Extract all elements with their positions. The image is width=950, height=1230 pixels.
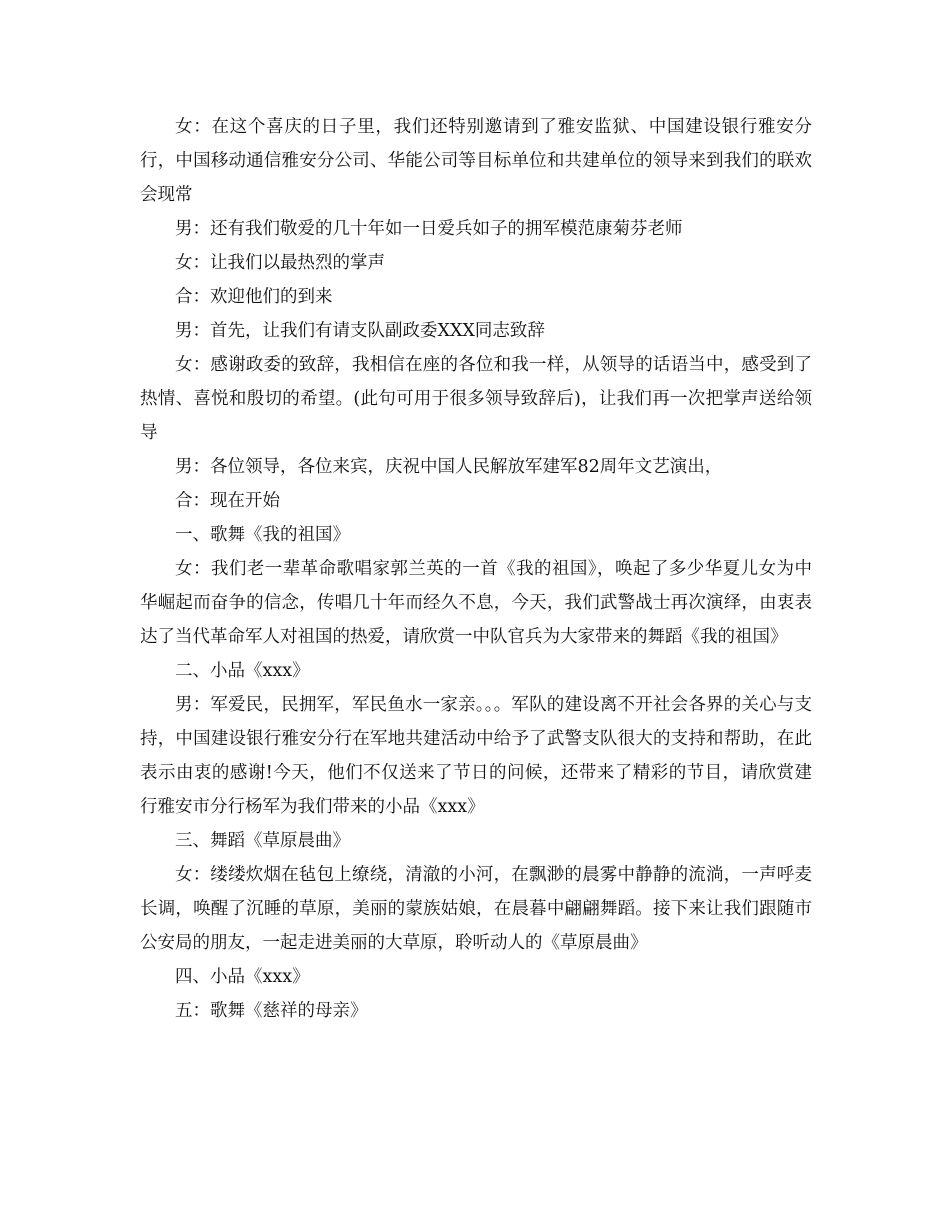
section-heading-1: 一、歌舞《我的祖国》 — [175, 525, 350, 545]
paragraph-5: 男：首先，让我们有请支队副政委XXX同志致辞 — [175, 321, 545, 341]
section-heading-5: 五：歌舞《慈祥的母亲》 — [175, 1001, 368, 1021]
paragraph-4: 合：欢迎他们的到来 — [175, 287, 333, 307]
paragraph-3: 女：让我们以最热烈的掌声 — [175, 253, 385, 273]
paragraph-7: 男：各位领导，各位来宾，庆祝中国人民解放军建军82周年文艺演出， — [175, 457, 723, 477]
paragraph-1: 女：在这个喜庆的日子里，我们还特别邀请到了雅安监狱、中国建设银行雅安分行，中国移动通信雅安分公司、华能公司等目标单位和共建单位的领导来到我们的联欢会现常 — [140, 117, 812, 205]
section-heading-3: 三、舞蹈《草原晨曲》 — [175, 831, 350, 851]
paragraph-14: 女：缕缕炊烟在毡包上缭绕，清澈的小河，在飘渺的晨雾中静静的流淌，一声呼麦长调，唤醒了沉睡的草原，美丽的蒙族姑娘，在晨暮中翩翩舞蹈。接下来让我们跟随市公安局的朋友，一起走进美丽的大草原，聆听动人的《草原晨曲》 — [140, 865, 812, 953]
section-heading-2: 二、小品《xxx》 — [175, 661, 310, 681]
paragraph-2: 男：还有我们敬爱的几十年如一日爱兵如子的拥军模范康菊芬老师 — [175, 219, 683, 239]
paragraph-12: 男：军爱民，民拥军，军民鱼水一家亲。。。军队的建设离不开社会各界的关心与支持，中国建设银行雅安分行在军地共建活动中给予了武警支队很大的支持和帮助，在此表示由衷的感谢!今天，他们不仅送来了节日的问候，还带来了精彩的节目，请欣赏建行雅安市分行杨军为我们带来的小品《xxx》 — [140, 695, 812, 817]
section-heading-4: 四、小品《xxx》 — [175, 967, 310, 987]
document-body — [140, 110, 812, 1028]
paragraph-8: 合：现在开始 — [175, 491, 280, 511]
paragraph-6: 女：感谢政委的致辞，我相信在座的各位和我一样，从领导的话语当中，感受到了热情、喜悦和殷切的希望。(此句可用于很多领导致辞后)，让我们再一次把掌声送给领导 — [140, 355, 812, 443]
paragraph-10: 女：我们老一辈革命歌唱家郭兰英的一首《我的祖国》，唤起了多少华夏儿女为中华崛起而奋争的信念，传唱几十年而经久不息，今天，我们武警战士再次演绎，由衷表达了当代革命军人对祖国的热爱，请欣赏一中队官兵为大家带来的舞蹈《我的祖国》 — [140, 559, 812, 647]
